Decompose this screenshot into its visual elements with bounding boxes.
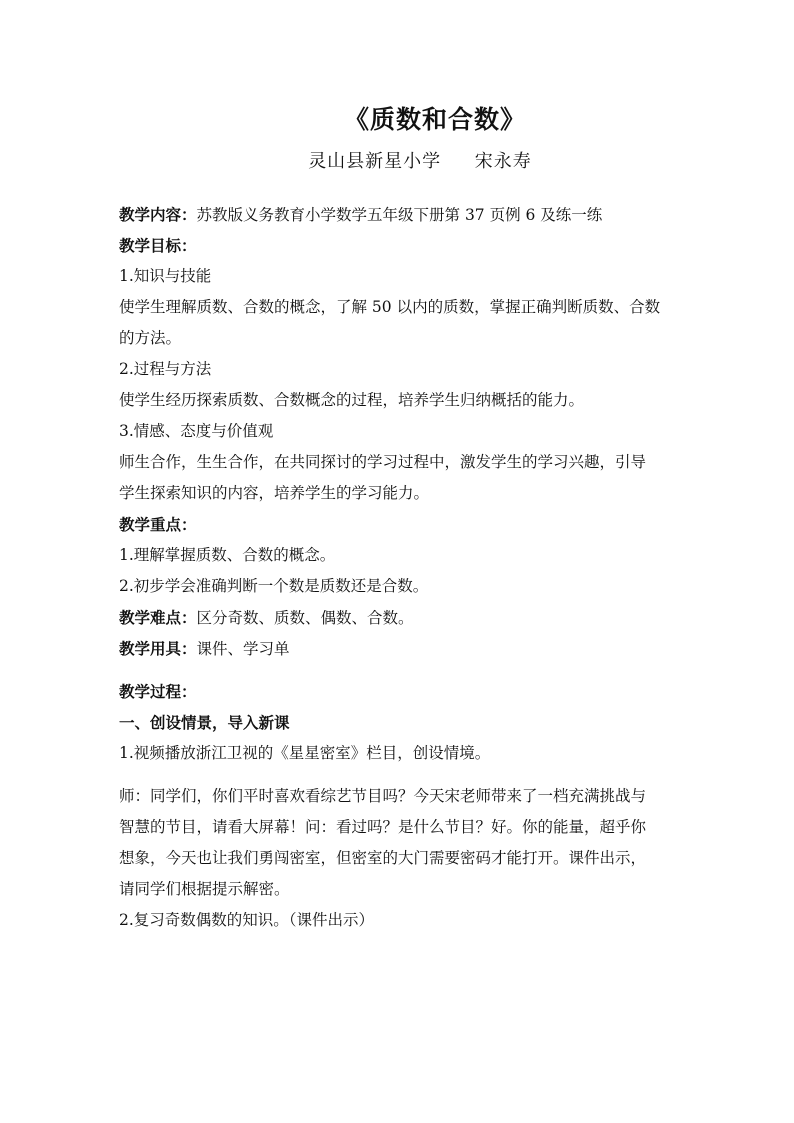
intro-text: 苏教版义务教育小学数学五年级下册第 37 页例 6 及练一练 [196, 206, 603, 224]
teacher-line-3: 想象，今天也让我们勇闯密室，但密室的大门需要密码才能打开。课件出示， [119, 849, 647, 867]
difficulty-text: 区分奇数、质数、偶数、合数。 [196, 609, 414, 627]
tools-line [119, 633, 679, 664]
goal2-text: 使学生经历探索质数、合数概念的过程，培养学生归纳概括的能力。 [119, 391, 585, 409]
process-heading: 教学过程： [119, 682, 197, 701]
step-1: 1.视频播放浙江卫视的《星星密室》栏目，创设情境。 [119, 744, 491, 762]
intro-label: 教学内容： [119, 205, 197, 224]
key-points-heading: 教学重点： [119, 515, 197, 534]
document-body [119, 199, 679, 936]
teacher-line-2: 智慧的节目，请看大屏幕！问：看过吗？是什么节目？好。你的能量，超乎你 [119, 818, 647, 836]
author-byline: 灵山县新星小学 宋永寿 [308, 151, 532, 172]
step-2: 2.复习奇数偶数的知识。（课件出示） [119, 911, 375, 929]
goal1-title: 1.知识与技能 [119, 267, 212, 285]
teacher-line-1: 师：同学们，你们平时喜欢看综艺节目吗？今天宋老师带来了一档充满挑战与 [119, 787, 647, 805]
goal3-line2: 学生探索知识的内容，培养学生的学习能力。 [119, 484, 430, 502]
goal3-line1: 师生合作，生生合作，在共同探讨的学习过程中，激发学生的学习兴趣，引导 [119, 453, 647, 471]
teacher-line-4: 请同学们根据提示解密。 [119, 880, 290, 898]
page-title: 《质数和合数》 [343, 105, 526, 134]
goal2-title: 2.过程与方法 [119, 360, 212, 378]
section-1-heading: 一、创设情景，导入新课 [119, 713, 290, 732]
tools-text: 课件、学习单 [196, 640, 290, 658]
goal3-title: 3.情感、态度与价值观 [119, 422, 274, 440]
difficulty-label: 教学难点： [119, 608, 197, 627]
key-point-2: 2.初步学会准确判断一个数是质数还是合数。 [119, 577, 429, 595]
key-point-1: 1.理解掌握质数、合数的概念。 [119, 546, 336, 564]
goal1-line1: 使学生理解质数、合数的概念，了解 50 以内的质数，掌握正确判断质数、合数 [119, 298, 661, 316]
goal1-line2: 的方法。 [119, 329, 182, 347]
tools-label: 教学用具： [119, 639, 197, 658]
difficulty-line [119, 602, 679, 633]
intro-line [119, 199, 679, 230]
goals-heading: 教学目标： [119, 236, 197, 255]
